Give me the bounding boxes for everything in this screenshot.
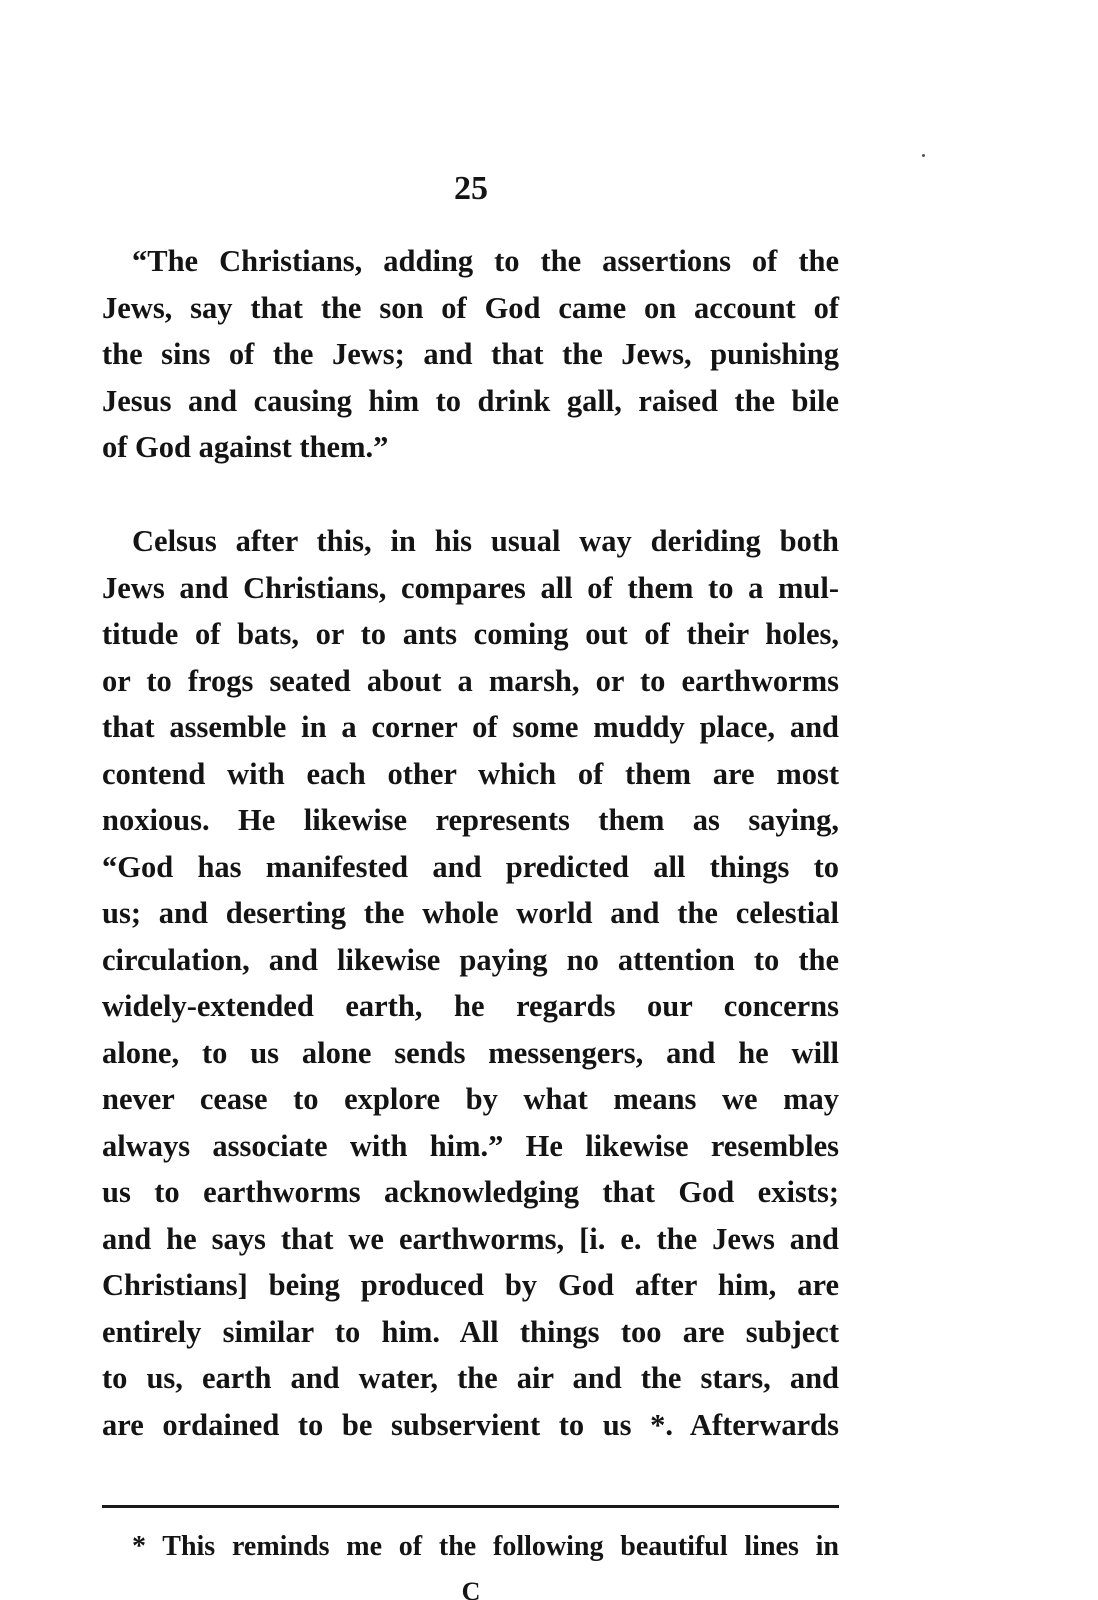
text-line: are ordained to be subservient to us *. Afterwards (102, 1407, 839, 1442)
signature-mark: C (461, 1577, 481, 1600)
text-line: noxious. He likewise represents them as saying, (102, 803, 839, 837)
text-line: the sins of the Jews; and that the Jews, punishing (102, 337, 839, 371)
text-line: never cease to explore by what means we may (102, 1082, 839, 1116)
text-line: alone, to us alone sends messengers, and he will (102, 1035, 839, 1070)
text-line: or to frogs seated about a marsh, or to earthworms (102, 663, 839, 698)
text-line: entirely similar to him. All things too are subject (102, 1314, 839, 1349)
text-line: Jews and Christians, compares all of them to a mul- (102, 570, 839, 605)
text-line: titude of bats, or to ants coming out of their holes, (102, 617, 839, 651)
footnote-rule (102, 1505, 839, 1508)
footnote (102, 1527, 839, 1567)
quote-paragraph (102, 238, 839, 471)
text-line: Celsus after this, in his usual way deriding both (132, 524, 839, 558)
text-line: of God against them.” (102, 430, 389, 464)
text-line: to us, earth and water, the air and the stars, and (102, 1361, 839, 1395)
text-line: always associate with him.” He likewise resembles (102, 1128, 839, 1163)
paper-speck (922, 154, 925, 157)
text-line: and he says that we earthworms, [i. e. the Jews and (102, 1221, 839, 1256)
text-line: widely-extended earth, he regards our concerns (102, 989, 839, 1023)
text-line: contend with each other which of them are most (102, 756, 839, 791)
footnote-line: * This reminds me of the following beautiful lines in (132, 1531, 839, 1562)
main-paragraph (102, 518, 839, 1448)
text-line: us; and deserting the whole world and the celestial (102, 896, 839, 930)
text-line: “The Christians, adding to the assertions of the (132, 244, 839, 278)
text-line: circulation, and likewise paying no attention to the (102, 942, 839, 977)
text-line: that assemble in a corner of some muddy place, and (102, 710, 839, 744)
text-line: us to earthworms acknowledging that God exists; (102, 1175, 839, 1209)
text-line: Jews, say that the son of God came on account of (102, 290, 839, 325)
text-line: Jesus and causing him to drink gall, raised the bile (102, 383, 839, 418)
text-line: “God has manifested and predicted all things to (102, 849, 839, 884)
text-line: Christians] being produced by God after him, are (102, 1268, 839, 1302)
page-number: 25 (454, 170, 488, 207)
